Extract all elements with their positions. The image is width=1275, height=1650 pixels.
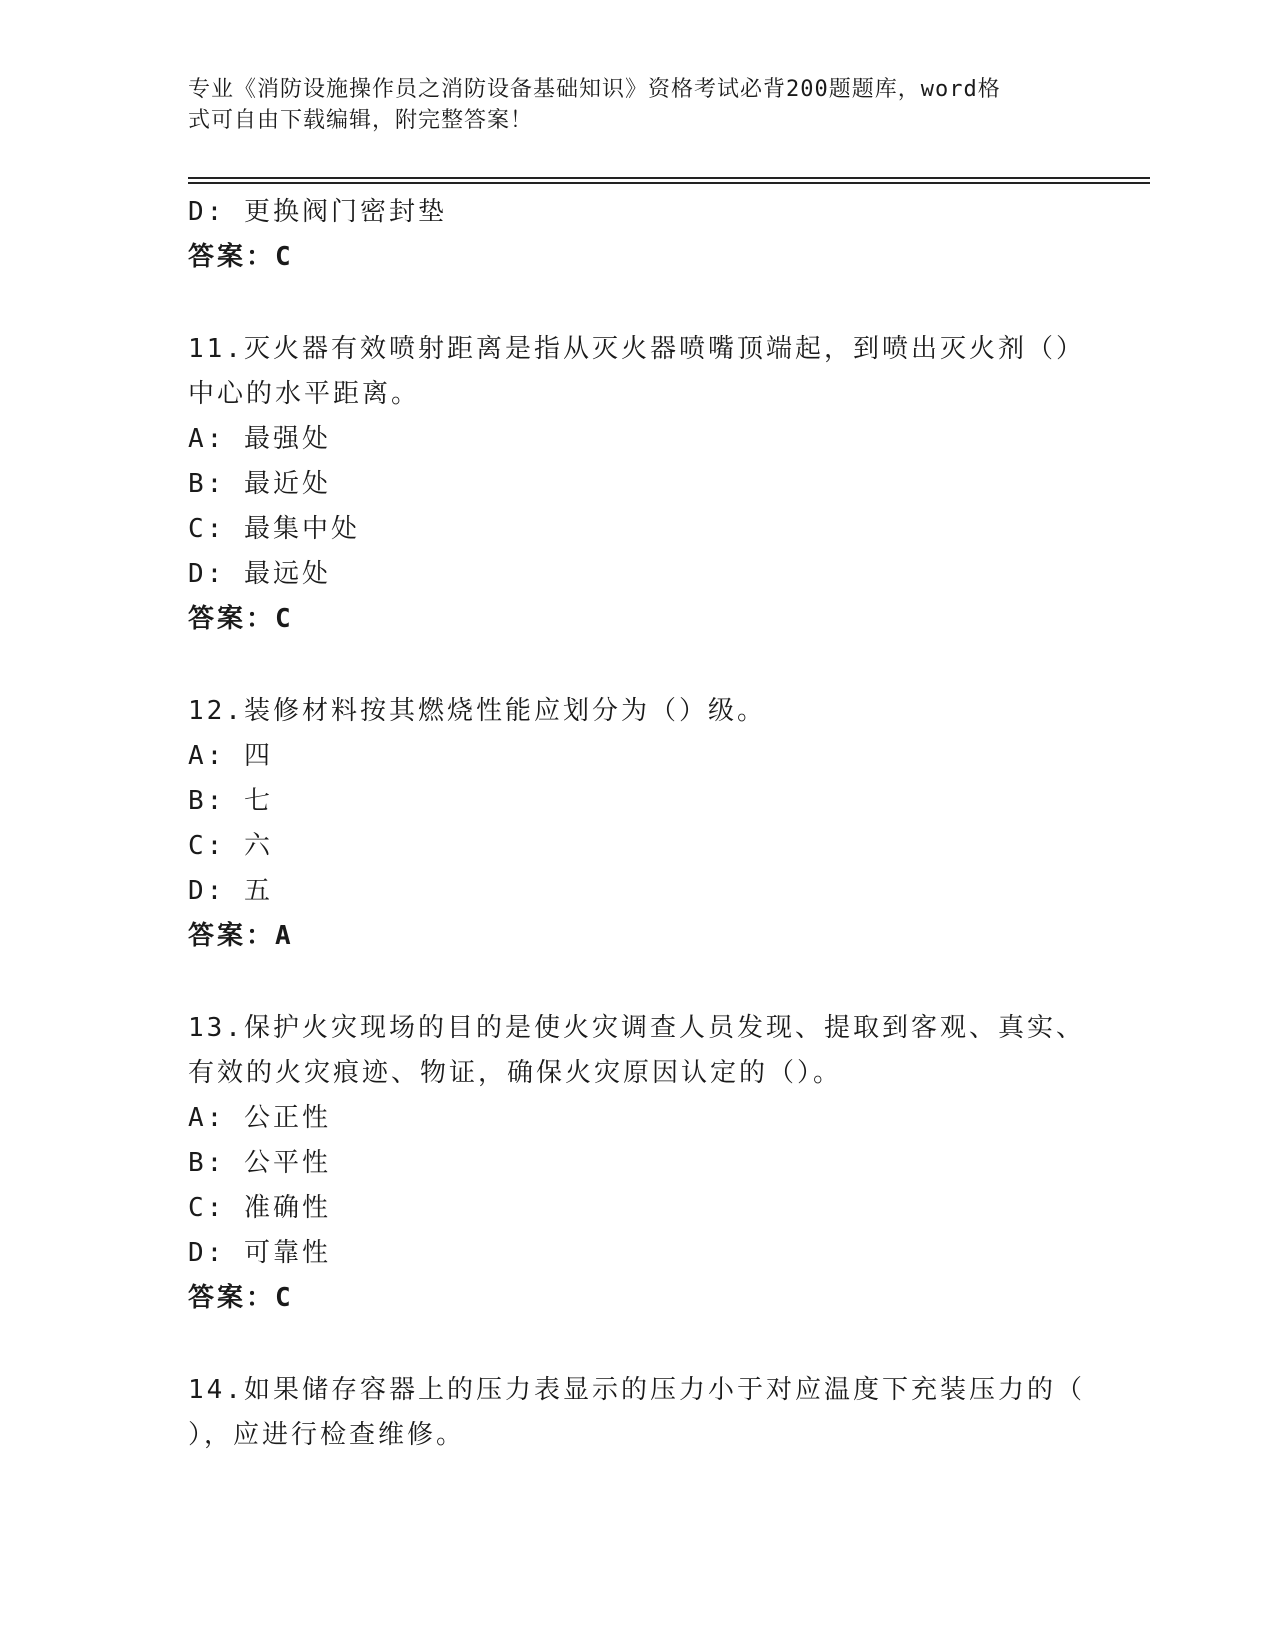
question-list bbox=[188, 190, 1088, 1458]
question-text-line-1: 13.保护火灾现场的目的是使火灾调查人员发现、提取到客观、真实、 bbox=[188, 1013, 1085, 1043]
answer: 答案：A bbox=[188, 921, 294, 951]
option-c: C: 最集中处 bbox=[188, 514, 360, 544]
option-c: C: 六 bbox=[188, 831, 273, 861]
header-divider-bottom bbox=[188, 182, 1150, 184]
question-14 bbox=[188, 1368, 1088, 1458]
option-a: A: 公正性 bbox=[188, 1103, 331, 1133]
option-b: B: 七 bbox=[188, 786, 273, 816]
question-text-line-1: 14.如果储存容器上的压力表显示的压力小于对应温度下充装压力的（ bbox=[188, 1375, 1085, 1405]
question-text-line-1: 12.装修材料按其燃烧性能应划分为（）级。 bbox=[188, 696, 766, 726]
question-text-line-2: 中心的水平距离。 bbox=[188, 379, 421, 409]
header-line-2: 式可自由下载编辑，附完整答案！ bbox=[188, 108, 534, 133]
document-header bbox=[188, 74, 1068, 136]
option-b: B: 公平性 bbox=[188, 1148, 331, 1178]
header-divider-top bbox=[188, 177, 1150, 179]
header-line-1: 专业《消防设施操作员之消防设备基础知识》资格考试必背200题题库，word格 bbox=[188, 77, 1001, 102]
option-a: A: 四 bbox=[188, 741, 273, 771]
question-11 bbox=[188, 327, 1088, 642]
previous-question-tail bbox=[188, 190, 1088, 280]
option-d: D: 可靠性 bbox=[188, 1238, 331, 1268]
question-13 bbox=[188, 1006, 1088, 1321]
option-b: B: 最近处 bbox=[188, 469, 331, 499]
answer: 答案：C bbox=[188, 604, 294, 634]
option-d: D: 五 bbox=[188, 876, 273, 906]
option-d: D: 最远处 bbox=[188, 559, 331, 589]
answer: 答案：C bbox=[188, 1283, 294, 1313]
question-text-line-2: ），应进行检查维修。 bbox=[188, 1420, 466, 1450]
option-a: A: 最强处 bbox=[188, 424, 331, 454]
option-c: C: 准确性 bbox=[188, 1193, 331, 1223]
question-12 bbox=[188, 689, 1088, 959]
answer: 答案：C bbox=[188, 242, 294, 272]
question-text-line-2: 有效的火灾痕迹、物证，确保火灾原因认定的（）。 bbox=[188, 1058, 843, 1088]
question-text-line-1: 11.灭火器有效喷射距离是指从灭火器喷嘴顶端起，到喷出灭火剂（） bbox=[188, 334, 1085, 364]
option-d: D: 更换阀门密封垫 bbox=[188, 197, 447, 227]
